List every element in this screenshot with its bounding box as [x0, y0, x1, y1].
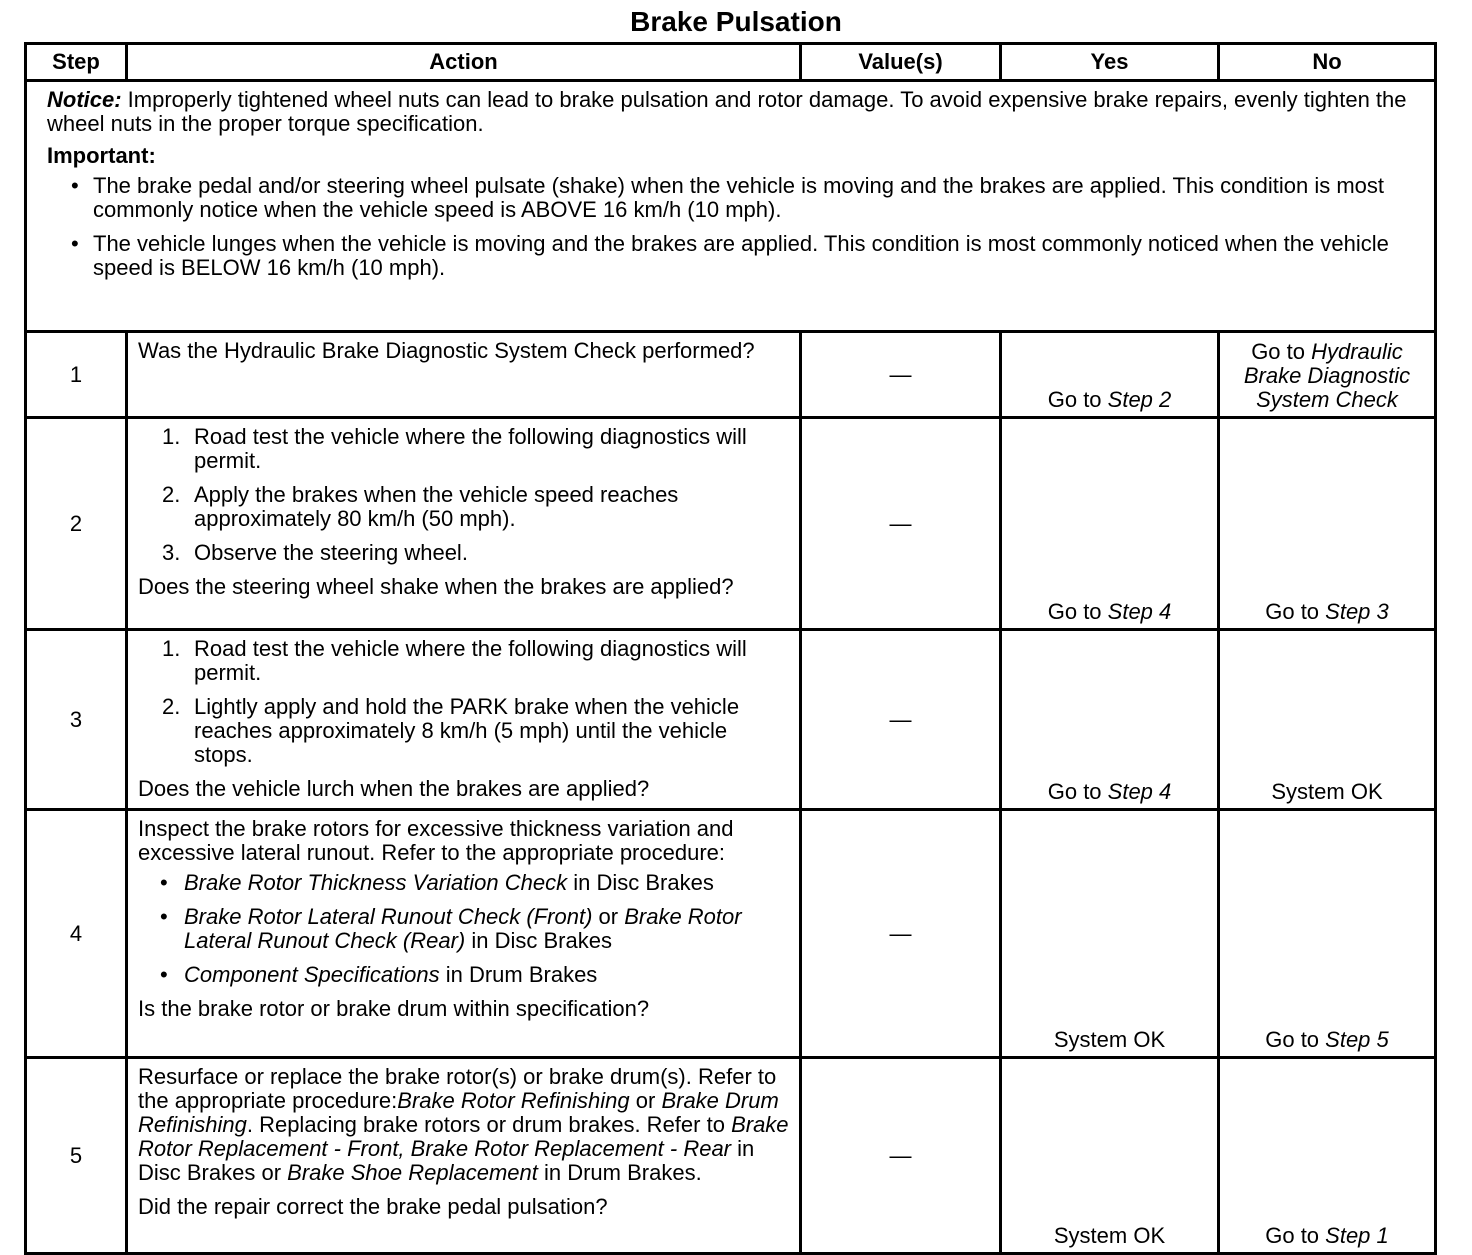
important-label: Important:: [47, 143, 156, 168]
step-number: 2: [26, 418, 127, 630]
list-item: 1. Road test the vehicle where the following diagnostics will permit.: [162, 424, 747, 473]
no-cell: [1219, 332, 1436, 418]
procedure-list: [138, 637, 789, 767]
yes-step-link[interactable]: Step 4: [1107, 779, 1172, 804]
step-question: Is the brake rotor or brake drum within specification?: [138, 996, 650, 1021]
yes-prefix: Go to: [1047, 779, 1108, 804]
reference-list: [138, 871, 789, 987]
list-item: [138, 905, 789, 953]
list-item-suffix: in Disc Brakes: [567, 870, 714, 895]
no-prefix: Go to: [1265, 1223, 1326, 1248]
no-cell: [1219, 1058, 1436, 1254]
yes-cell: System OK: [1001, 810, 1219, 1058]
no-prefix: Go to: [1265, 599, 1326, 624]
value-cell: —: [801, 630, 1001, 810]
list-item-mid: or: [592, 904, 625, 929]
yes-step-link[interactable]: Step 2: [1107, 387, 1172, 412]
instruction-text: in Drum Brakes.: [537, 1160, 702, 1185]
step-question: Does the vehicle lurch when the brakes are applied?: [138, 776, 650, 801]
action-cell: [127, 1058, 801, 1254]
action-cell: [127, 810, 801, 1058]
instruction-text: . Replacing brake rotors or drum brakes. Refer to: [246, 1112, 732, 1137]
notice-paragraph: [47, 88, 1420, 136]
action-cell: [127, 418, 801, 630]
list-item-text: Apply the brakes when the vehicle speed reaches approximately 80 km/h (50 mph).: [194, 482, 679, 531]
list-item: [138, 871, 789, 895]
no-step-link[interactable]: Step 1: [1325, 1223, 1389, 1248]
action-cell: [127, 630, 801, 810]
list-item-suffix: in Drum Brakes: [439, 962, 598, 987]
procedure-link[interactable]: Brake Rotor Thickness Variation Check: [184, 870, 568, 895]
important-bullet-2: • The vehicle lunges when the vehicle is moving and the brakes are applied. This condition is most commonly noticed when the vehicle speed is BELOW 16 km/h (10 mph).: [47, 232, 1420, 280]
step-number: 4: [26, 810, 127, 1058]
header-no: No: [1219, 44, 1436, 81]
list-item-text: Road test the vehicle where the following diagnostics will permit.: [194, 636, 747, 685]
header-action: Action: [127, 44, 801, 81]
header-yes: Yes: [1001, 44, 1219, 81]
important-bullet-1: • The brake pedal and/or steering wheel pulsate (shake) when the vehicle is moving and the brakes are applied. This condition is most commonly notice when the vehicle speed is ABOVE 16 km/h (10 mph).: [47, 174, 1420, 222]
diagnostic-table: [24, 42, 1437, 1255]
yes-cell: [1001, 332, 1219, 418]
procedure-link[interactable]: Brake Rotor Lateral Runout Check (Rear): [184, 904, 742, 953]
notice-row: [26, 81, 1436, 332]
no-step-link[interactable]: Hydraulic Brake Diagnostic System Check: [1243, 339, 1411, 412]
no-cell: System OK: [1219, 630, 1436, 810]
yes-prefix: Go to: [1047, 387, 1108, 412]
list-item: 2. Apply the brakes when the vehicle speed reaches approximately 80 km/h (50 mph).: [162, 482, 679, 531]
step-number: 3: [26, 630, 127, 810]
value-cell: —: [801, 332, 1001, 418]
header-values: Value(s): [801, 44, 1001, 81]
yes-prefix: Go to: [1047, 599, 1108, 624]
table-row: [26, 630, 1436, 810]
table-row: [26, 418, 1436, 630]
instruction-text: in Disc Brakes or: [138, 1136, 755, 1185]
table-row: [26, 810, 1436, 1058]
list-item-text: Road test the vehicle where the following diagnostics will permit.: [194, 424, 747, 473]
yes-cell: [1001, 630, 1219, 810]
step-intro: Inspect the brake rotors for excessive thickness variation and excessive lateral runout. Refer to the appropriate procedure:: [138, 816, 734, 865]
step-question: Did the repair correct the brake pedal pulsation?: [138, 1194, 608, 1219]
list-item-text: Observe the steering wheel.: [194, 540, 468, 565]
important-list: [47, 174, 1420, 280]
list-item: 3. Observe the steering wheel.: [162, 540, 468, 565]
action-cell: [127, 332, 801, 418]
page-title: Brake Pulsation: [630, 6, 842, 37]
step-question: Was the Hydraulic Brake Diagnostic System Check performed?: [138, 338, 755, 363]
instruction-text: Resurface or replace the brake rotor(s) or brake drum(s). Refer to the appropriate procedure:: [138, 1064, 777, 1113]
procedure-link[interactable]: Brake Rotor Replacement - Front, Brake Rotor Replacement - Rear: [138, 1112, 789, 1161]
procedure-link[interactable]: Brake Rotor Lateral Runout Check (Front): [184, 904, 593, 929]
yes-cell: [1001, 418, 1219, 630]
procedure-link[interactable]: Brake Shoe Replacement: [287, 1160, 538, 1185]
step-question: Does the steering wheel shake when the brakes are applied?: [138, 574, 734, 599]
value-cell: —: [801, 1058, 1001, 1254]
no-prefix: Go to: [1251, 339, 1312, 364]
yes-cell: System OK: [1001, 1058, 1219, 1254]
no-step-link[interactable]: Step 5: [1325, 1027, 1389, 1052]
header-step: Step: [26, 44, 127, 81]
notice-cell: [26, 81, 1436, 332]
list-item-text: Lightly apply and hold the PARK brake when the vehicle reaches approximately 8 km/h (5 mph) until the vehicle stops.: [194, 694, 740, 767]
step-number: 5: [26, 1058, 127, 1254]
table-row: [26, 332, 1436, 418]
no-cell: [1219, 810, 1436, 1058]
value-cell: —: [801, 810, 1001, 1058]
yes-step-link[interactable]: Step 4: [1107, 599, 1172, 624]
no-prefix: Go to: [1265, 1027, 1326, 1052]
value-cell: —: [801, 418, 1001, 630]
notice-text: Improperly tightened wheel nuts can lead to brake pulsation and rotor damage. To avoid expensive brake repairs, evenly tighten the wheel nuts in the proper torque specification.: [47, 87, 1407, 136]
procedure-link[interactable]: Brake Drum Refinishing: [138, 1088, 779, 1137]
procedure-link[interactable]: Brake Rotor Refinishing: [397, 1088, 630, 1113]
list-item: 1. Road test the vehicle where the following diagnostics will permit.: [162, 636, 747, 685]
list-item: 2. Lightly apply and hold the PARK brake when the vehicle reaches approximately 8 km/h (5 mph) until the vehicle stops.: [162, 694, 740, 767]
procedure-list: [138, 425, 789, 565]
list-item-suffix: in Disc Brakes: [465, 928, 612, 953]
list-item: [138, 963, 789, 987]
header-row: [26, 44, 1436, 81]
no-cell: [1219, 418, 1436, 630]
step-number: 1: [26, 332, 127, 418]
step-instructions: [138, 1065, 789, 1185]
no-step-link[interactable]: Step 3: [1325, 599, 1389, 624]
table-row: [26, 1058, 1436, 1254]
procedure-link[interactable]: Component Specifications: [184, 962, 440, 987]
instruction-text: or: [629, 1088, 662, 1113]
notice-label: Notice:: [47, 87, 122, 112]
